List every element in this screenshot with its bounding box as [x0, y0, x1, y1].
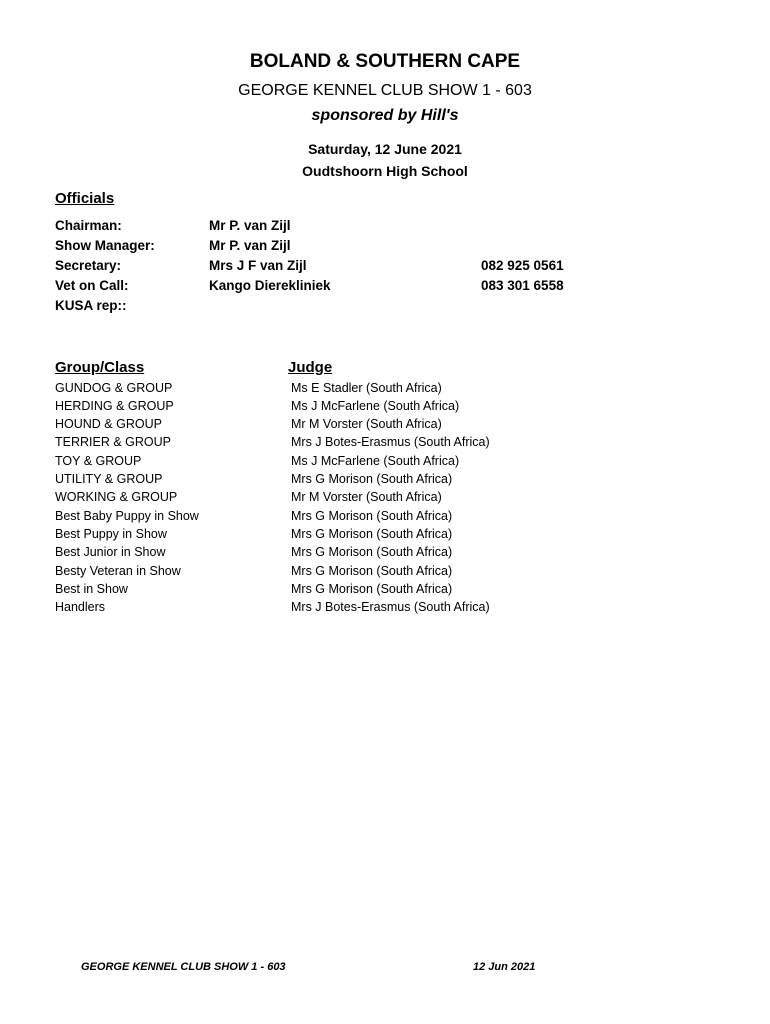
judge-cell: Mrs G Morison (South Africa) [291, 472, 453, 486]
group-class-cell: HOUND & GROUP [55, 417, 162, 431]
official-name: Mrs J F van Zijl [209, 258, 307, 273]
judge-cell: Mrs G Morison (South Africa) [291, 545, 453, 559]
group-class-cell: Best Junior in Show [55, 545, 166, 559]
footer-show-name: GEORGE KENNEL CLUB SHOW 1 - 603 [81, 961, 286, 973]
group-class-cell: GUNDOG & GROUP [55, 381, 173, 395]
official-phone: 082 925 0561 [481, 258, 564, 273]
judge-cell: Ms E Stadler (South Africa) [291, 381, 442, 395]
official-name: Kango Dierekliniek [209, 278, 331, 293]
group-class-cell: UTILITY & GROUP [55, 472, 163, 486]
official-role: Vet on Call: [55, 278, 129, 293]
judge-cell: Mr M Vorster (South Africa) [291, 490, 442, 504]
judge-cell: Mrs G Morison (South Africa) [291, 564, 453, 578]
judge-cell: Mrs G Morison (South Africa) [291, 527, 453, 541]
official-role: Chairman: [55, 218, 122, 233]
judge-cell: Mrs G Morison (South Africa) [291, 509, 453, 523]
official-role: KUSA rep:: [55, 298, 127, 313]
official-name: Mr P. van Zijl [209, 218, 291, 233]
group-class-cell: Best Puppy in Show [55, 527, 167, 541]
judge-cell: Mrs J Botes-Erasmus (South Africa) [291, 435, 490, 449]
judge-cell: Ms J McFarlene (South Africa) [291, 454, 460, 468]
show-date: Saturday, 12 June 2021 [308, 141, 462, 157]
official-phone: 083 301 6558 [481, 278, 564, 293]
group-class-cell: Best Baby Puppy in Show [55, 509, 199, 523]
judge-cell: Mrs J Botes-Erasmus (South Africa) [291, 600, 490, 614]
official-name: Mr P. van Zijl [209, 238, 291, 253]
document-title: BOLAND & SOUTHERN CAPE [249, 51, 521, 72]
group-class-cell: Handlers [55, 600, 106, 614]
judge-heading: Judge [288, 359, 333, 376]
group-class-cell: TOY & GROUP [55, 454, 142, 468]
group-class-heading: Group/Class [55, 359, 145, 376]
group-class-cell: Besty Veteran in Show [55, 564, 181, 578]
sponsor-line: sponsored by Hill's [311, 107, 459, 124]
official-role: Secretary: [55, 258, 122, 273]
show-name: GEORGE KENNEL CLUB SHOW 1 - 603 [238, 82, 532, 99]
judge-cell: Mr M Vorster (South Africa) [291, 417, 442, 431]
group-class-cell: TERRIER & GROUP [55, 435, 171, 449]
group-class-cell: HERDING & GROUP [55, 399, 174, 413]
official-role: Show Manager: [55, 238, 155, 253]
group-class-cell: WORKING & GROUP [55, 490, 178, 504]
footer-date: 12 Jun 2021 [473, 961, 536, 973]
show-venue: Oudtshoorn High School [302, 163, 468, 179]
judge-cell: Ms J McFarlene (South Africa) [291, 399, 460, 413]
group-class-cell: Best in Show [55, 582, 128, 596]
officials-heading: Officials [55, 190, 115, 207]
judge-cell: Mrs G Morison (South Africa) [291, 582, 453, 596]
